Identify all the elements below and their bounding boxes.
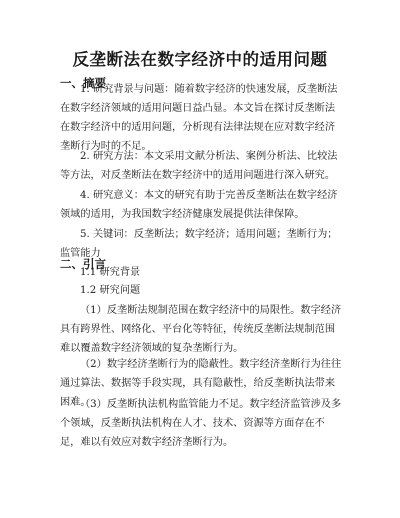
abstract-paragraph-3: 4. 研究意义：本文的研究有助于完善反垄断法在数字经济领域的适用，为我国数字经济健康发展提供法律保障。	[60, 190, 338, 220]
abstract-paragraph-2: 2. 研究方法：本文采用文献分析法、案例分析法、比较法等方法，对反垄断法在数字经济中的适用问题进行深入研究。	[60, 151, 338, 181]
question-paragraph-2: （2）数字经济垄断行为的隐蔽性。数字经济垄断行为往往通过算法、数据等手段实现，具有隐蔽性，给反垄断执法带来困难。	[60, 359, 342, 408]
abstract-paragraph-1: 1. 研究背景与问题：随着数字经济的快速发展，反垄断法在数字经济领域的适用问题日益凸显。本文旨在探讨反垄断法在数字经济中的适用问题，分析现有法律法规在应对数字经济垄断行为时的不足。	[60, 84, 338, 152]
section-heading-abstract: 一、摘要	[60, 76, 106, 90]
document-title: 反垄断法在数字经济中的适用问题	[72, 50, 328, 69]
subsection-1-2: 1.2 研究问题	[80, 285, 141, 296]
abstract-paragraph-4: 5. 关键词：反垄断法；数字经济；适用问题；垄断行为；监管能力	[60, 229, 338, 259]
question-paragraph-3: （3）反垄断执法机构监管能力不足。数字经济监管涉及多个领域，反垄断执法机构在人才、技术、资源等方面存在不足，难以有效应对数字经济垄断行为。	[60, 399, 342, 448]
subsection-1-1: 1.1 研究背景	[80, 267, 141, 278]
section-heading-intro: 二、引言	[60, 257, 106, 271]
question-paragraph-1: （1）反垄断法规制范围在数字经济中的局限性。数字经济具有跨界性、网络化、平台化等特征，传统反垄断法规制范围难以覆盖数字经济领域的复杂垄断行为。	[60, 305, 342, 354]
